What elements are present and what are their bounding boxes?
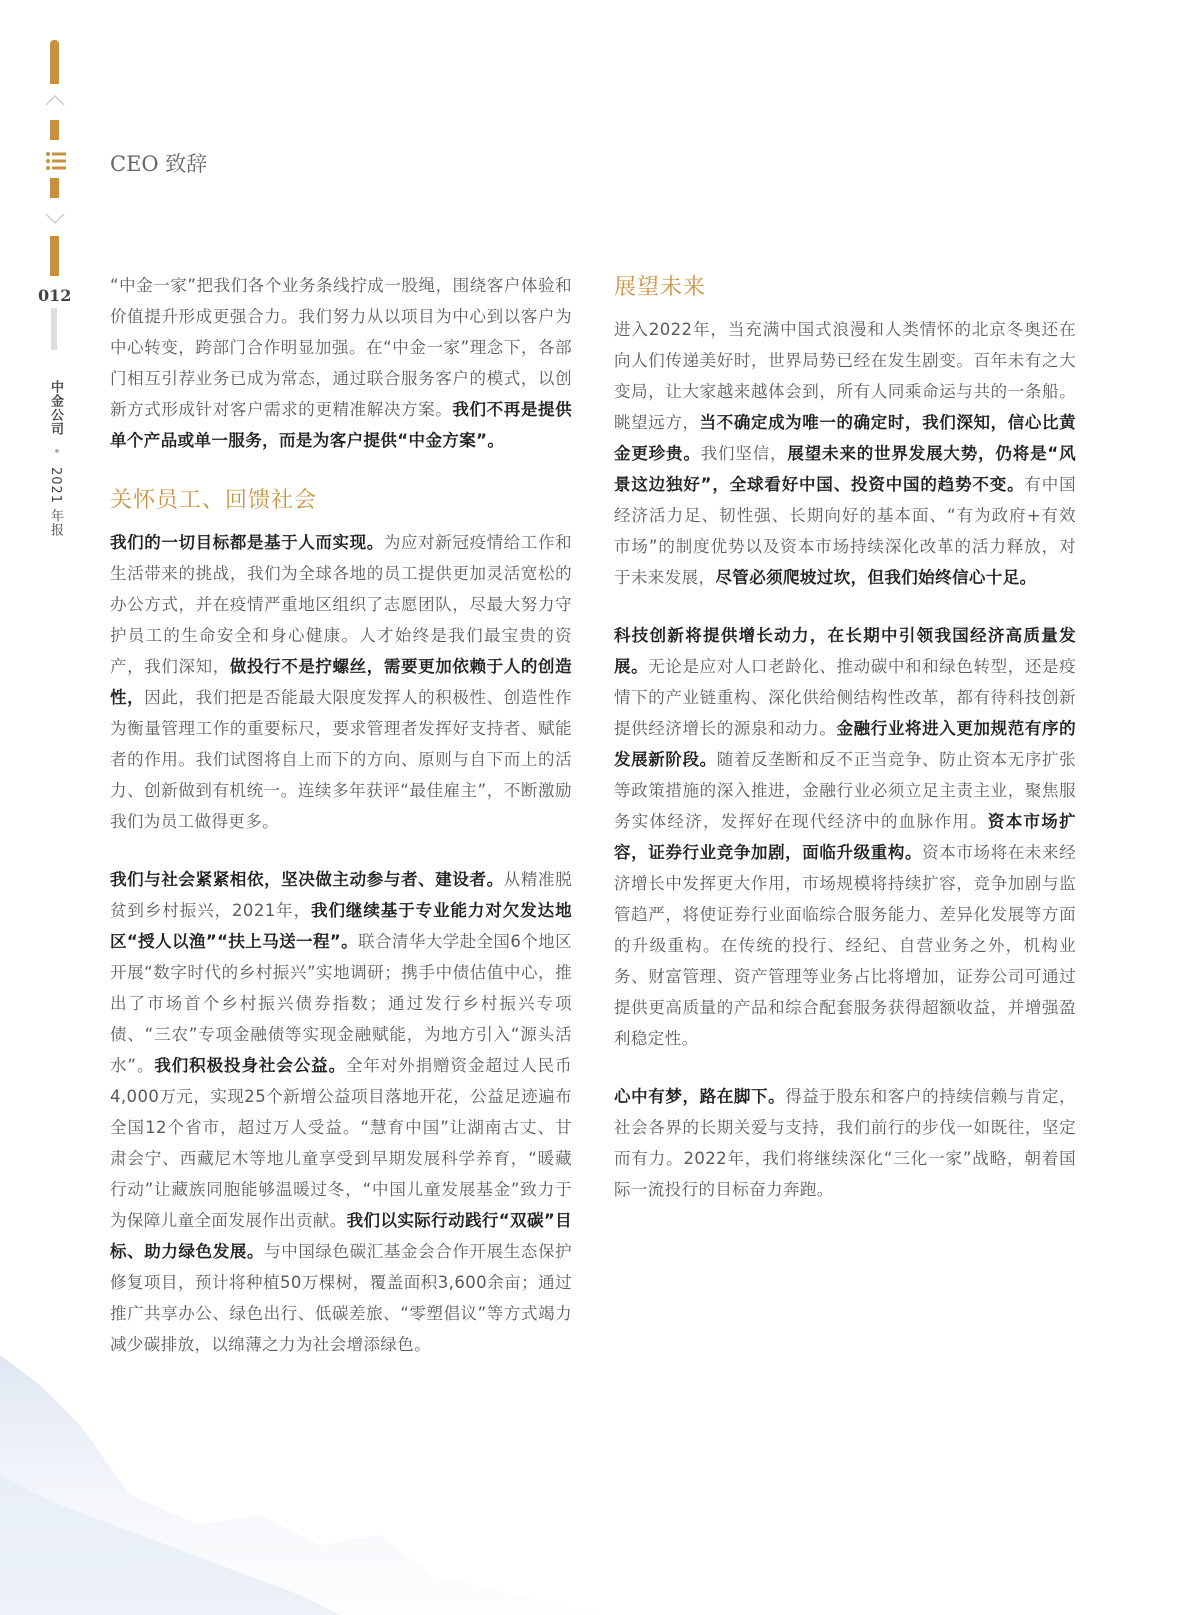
body-paragraph — [110, 527, 572, 837]
body-paragraph — [614, 1081, 1076, 1205]
body-text: 为应对新冠疫情给工作和生活带来的挑战，我们为全球各地的员工提供更加灵活宽松的办公方式，并在疫情严重地区组织了志愿团队，尽最大努力守护员工的生命安全和身心健康。人才始终是我们最宝贵的资产，我们深知， — [110, 533, 572, 676]
body-text: 无论是应对人口老龄化、推动碳中和和绿色转型，还是疫情下的产业链重构、深化供给侧结构性改革，都有待科技创新提供经济增长的源泉和动力。 — [614, 657, 1076, 738]
company-name: 中金公司 — [48, 380, 63, 436]
page-number: 012 — [38, 286, 72, 305]
bold-text: 科技创新将提供增长动力，在长期中引领我国经济高质量发展。 — [614, 626, 1076, 676]
page-progress-bar — [51, 308, 57, 350]
nav-bar-segment — [50, 120, 59, 140]
bold-text: 尽管必须爬坡过坎，但我们始终信心十足。 — [715, 568, 1037, 587]
body-paragraph — [614, 314, 1076, 593]
chevron-down-icon[interactable] — [44, 212, 66, 226]
bold-text: 当不确定成为唯一的确定时，我们深知，信心比黄金更珍贵。 — [614, 413, 1076, 463]
body-text: 随着反垄断和反不正当竞争、防止资本无序扩张等政策措施的深入推进，金融行业必须立足主责主业，聚焦服务实体经济，发挥好在现代经济中的血脉作用。 — [614, 750, 1076, 831]
nav-bar-segment — [50, 236, 59, 276]
bold-text: 我们不再是提供单个产品或单一服务，而是为客户提供“中金方案”。 — [110, 400, 572, 450]
bold-text: 金融行业将进入更加规范有序的发展新阶段。 — [614, 719, 1076, 769]
separator-dot: • — [48, 447, 63, 456]
left-column — [110, 270, 572, 1387]
body-text: 得益于股东和客户的持续信赖与肯定，社会各界的长期关爱与支持，我们前行的步伐一如既往，坚定而有力。2022年，我们将继续深化“三化一家”战略，朝着国际一流投行的目标奋力奔跑。 — [614, 1087, 1076, 1199]
section-heading: 关怀员工、回馈社会 — [110, 488, 318, 513]
right-column — [614, 270, 1076, 1232]
body-text: 因此，我们把是否能最大限度发挥人的积极性、创造性作为衡量管理工作的重要标尺，要求管理者发挥好支持者、赋能者的作用。我们试图将自上而下的方向、原则与自下而上的活力、创新做到有机统一。连续多年获评“最佳雇主”，不断激励我们为员工做得更多。 — [110, 688, 572, 831]
nav-bar-segment — [50, 178, 59, 198]
menu-list-icon[interactable] — [45, 150, 67, 172]
bold-text: 我们积极投身社会公益。 — [154, 1056, 346, 1075]
section-heading: 展望未来 — [614, 275, 707, 300]
body-text: 全年对外捐赠资金超过人民币4,000万元，实现25个新增公益项目落地开花，公益足迹遍布全国12个省市，超过万人受益。“慧育中国”让湖南古丈、甘肃会宁、西藏尼木等地儿童享受到早期发展科学养育，“暖藏行动”让藏族同胞能够温暖过冬，“中国儿童发展基金”致力于为保障儿童全面发展作出贡献。 — [110, 1056, 572, 1230]
body-paragraph — [614, 620, 1076, 1054]
bold-text: 心中有梦，路在脚下。 — [614, 1087, 786, 1106]
nav-bar-segment — [50, 40, 59, 84]
page-title: CEO 致辞 — [110, 152, 208, 176]
bold-text: 我们的一切目标都是基于人而实现。 — [110, 533, 384, 552]
bold-text: 我们以实际行动践行“双碳”目标、助力绿色发展。 — [110, 1211, 572, 1261]
bold-text: 做投行不是拧螺丝，需要更加依赖于人的创造性， — [110, 657, 572, 707]
body-text: “中金一家”把我们各个业务条线拧成一股绳，围绕客户体验和价值提升形成更强合力。我们努力从以项目为中心到以客户为中心转变，跨部门合作明显加强。在“中金一家”理念下，各部门相互引荐业务已成为常态，通过联合服务客户的模式，以创新方式形成针对客户需求的更精准解决方案。 — [110, 276, 572, 419]
body-text: 从精准脱贫到乡村振兴，2021年， — [110, 870, 572, 920]
body-text: 我们坚信， — [700, 444, 788, 463]
report-label — [46, 380, 65, 537]
body-text: 有中国经济活力足、韧性强、长期向好的基本面、“有为政府+有效市场”的制度优势以及资本市场持续深化改革的活力释放，对于未来发展， — [614, 475, 1076, 587]
body-text: 进入2022年，当充满中国式浪漫和人类情怀的北京冬奥还在向人们传递美好时，世界局势已经在发生剧变。百年未有之大变局，让大家越来越体会到，所有人同乘命运与共的一条船。眺望远方， — [614, 320, 1076, 432]
body-paragraph — [110, 270, 572, 456]
body-text: 联合清华大学赴全国6个地区开展“数字时代的乡村振兴”实地调研；携手中债估值中心，推出了市场首个乡村振兴债券指数；通过发行乡村振兴专项债、“三农”专项金融债等实现金融赋能，为地方引入“源头活水”。 — [110, 932, 573, 1075]
report-year: 2021 年报 — [48, 466, 63, 538]
bold-text: 我们与社会紧紧相依，坚决做主动参与者、建设者。 — [110, 870, 504, 889]
body-paragraph — [110, 864, 572, 1360]
body-text: 与中国绿色碳汇基金会合作开展生态保护修复项目，预计将种植50万棵树，覆盖面积3,600余亩；通过推广共享办公、绿色出行、低碳差旅、“零塑倡议”等方式竭力减少碳排放，以绵薄之力为社会增添绿色。 — [110, 1242, 572, 1354]
bold-text: 资本市场扩容，证券行业竞争加剧，面临升级重构。 — [614, 812, 1077, 862]
bold-text: 展望未来的世界发展大势，仍将是“风景这边独好”，全球看好中国、投资中国的趋势不变。 — [614, 444, 1076, 494]
chevron-up-icon[interactable] — [44, 93, 66, 107]
bold-text: 我们继续基于专业能力对欠发达地区“授人以渔”“扶上马送一程”。 — [110, 901, 572, 951]
body-text: 资本市场将在未来经济增长中发挥更大作用，市场规模将持续扩容，竞争加剧与监管趋严，将使证券行业面临综合服务能力、差异化发展等方面的升级重构。在传统的投行、经纪、自营业务之外，机构业务、财富管理、资产管理等业务占比将增加，证券公司可通过提供更高质量的产品和综合配套服务获得超额收益，并增强盈利稳定性。 — [614, 843, 1076, 1048]
